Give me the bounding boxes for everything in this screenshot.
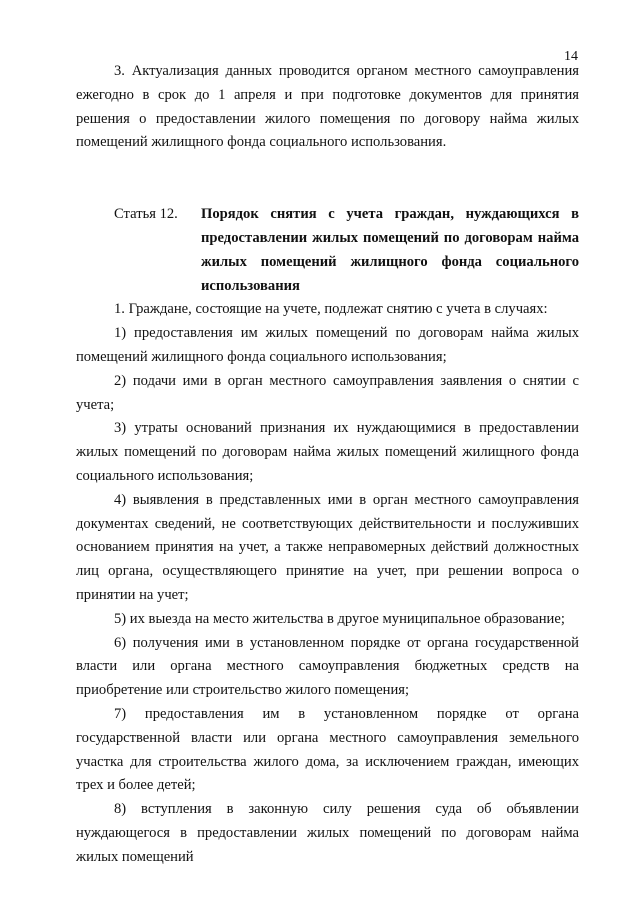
list-item-3: 3) утраты оснований признания их нуждающимися в предоставлении жилых помещений по договорам найма жилых помещений жилищного фонда социального использования; bbox=[76, 420, 579, 484]
list-item-5: 5) их выезда на место жительства в другое муниципальное образование; bbox=[114, 610, 565, 627]
document-body bbox=[76, 60, 579, 870]
spacer bbox=[76, 155, 579, 179]
article-title: Порядок снятия с учета граждан, нуждающихся в предоставлении жилых помещений по договорам найма жилых помещений жилищного фонда социального использования bbox=[201, 206, 579, 294]
list-item-7: 7) предоставления им в установленном порядке от органа государственной власти или органа местного самоуправления земельного участка для строительства жилого дома, за исключением граждан, имеющих трех и более детей; bbox=[76, 705, 579, 794]
list-item-8: 8) вступления в законную силу решения суда об объявлении нуждающегося в предоставлении жилых помещений по договорам найма жилых помещений bbox=[76, 801, 579, 865]
list-item-4: 4) выявления в представленных ими в орган местного самоуправления документах сведений, не соответствующих действительности и послуживших основанием принятия на учет, а также неправомерных действий должностных лиц органа, осуществляющего принятие на учет, при решении вопроса о принятии на учет; bbox=[76, 491, 579, 603]
list-item-2: 2) подачи ими в орган местного самоуправления заявления о снятии с учета; bbox=[76, 372, 579, 413]
article-heading bbox=[76, 203, 579, 298]
list-item-1: 1) предоставления им жилых помещений по договорам найма жилых помещений жилищного фонда социального использования; bbox=[76, 325, 579, 365]
page-number: 14 bbox=[564, 49, 578, 64]
paragraph-intro: 3. Актуализация данных проводится органом местного самоуправления ежегодно в срок до 1 апреля и при подготовке документов для принятия решения о предоставлении жилого помещения по договору найма жилых помещений жилищного фонда социального использования. bbox=[76, 63, 579, 151]
paragraph-clause-1: 1. Граждане, состоящие на учете, подлежат снятию с учета в случаях: bbox=[114, 301, 548, 318]
article-label: Статья 12. bbox=[114, 206, 178, 223]
list-item-6: 6) получения ими в установленном порядке от органа государственной власти или органа местного самоуправления бюджетных средств на приобретение или строительство жилого помещения; bbox=[76, 634, 579, 699]
